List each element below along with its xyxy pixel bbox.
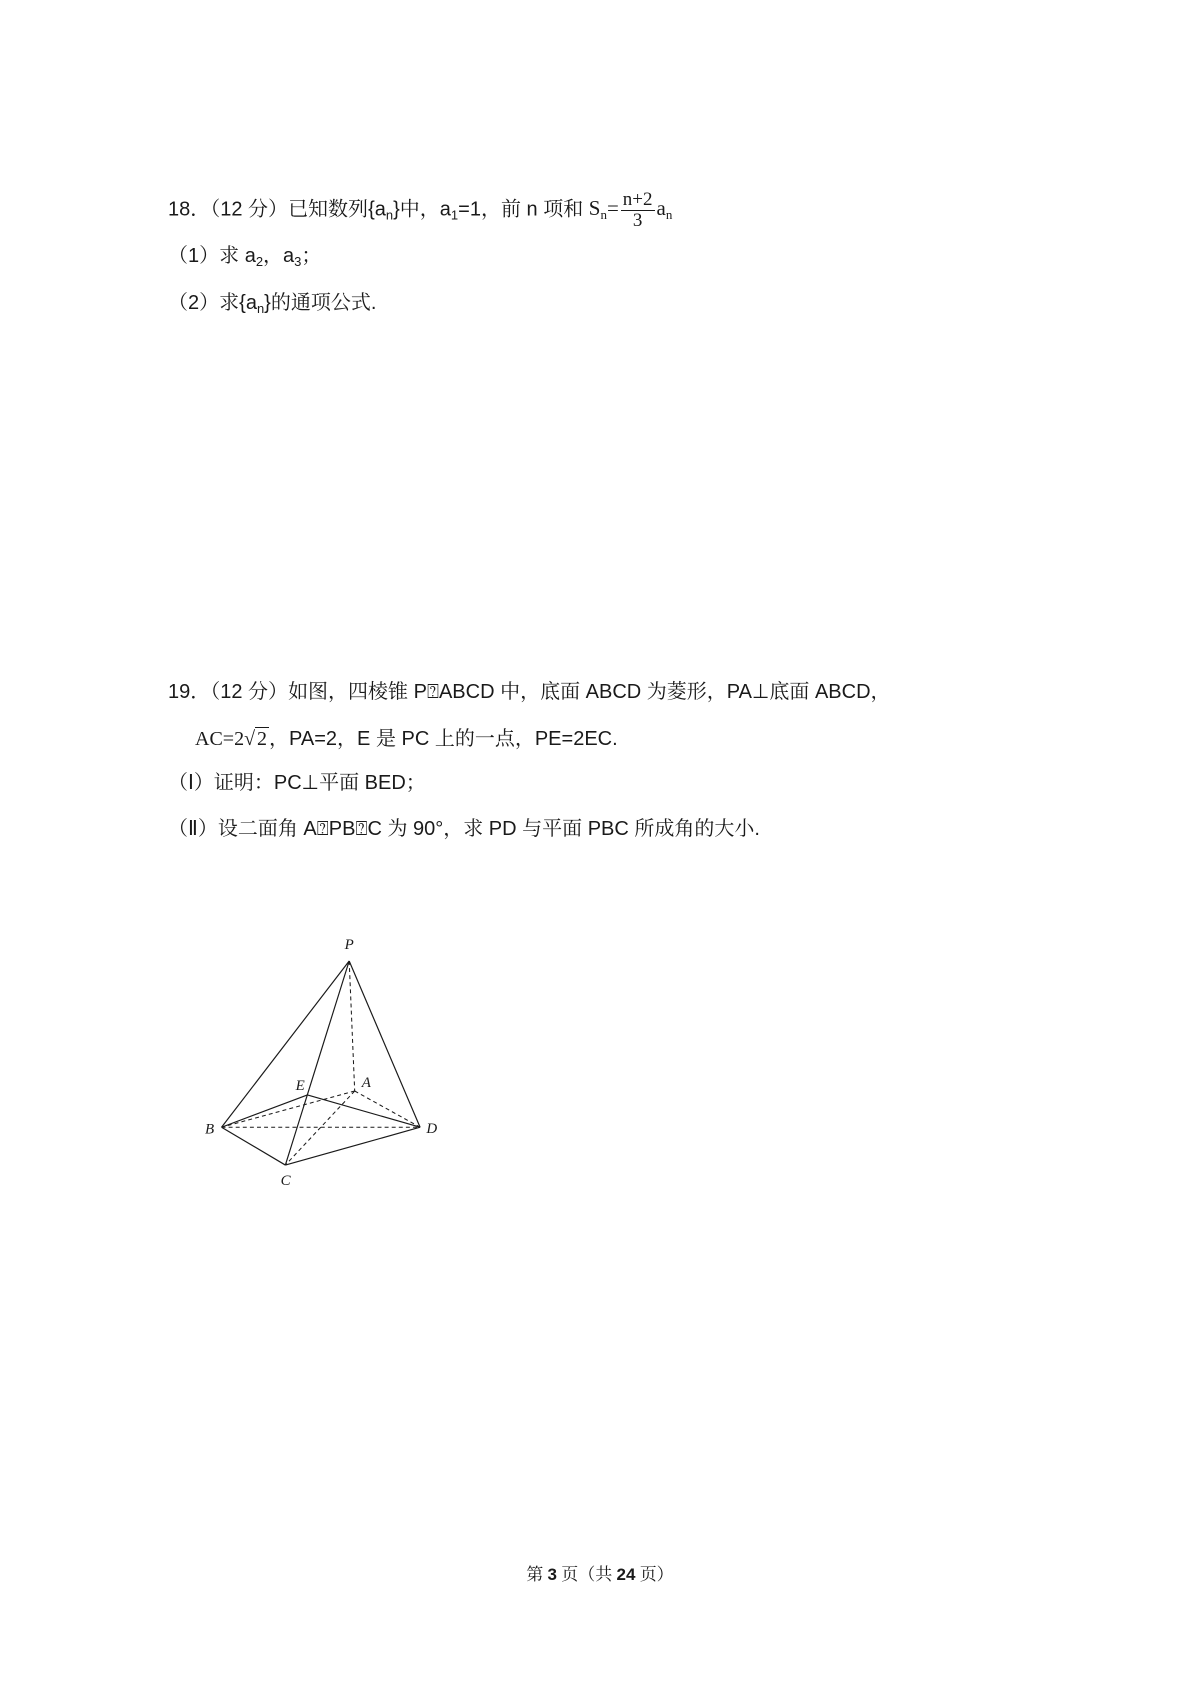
- edge-pc: [285, 961, 349, 1165]
- q18-score: （12 分）: [210, 198, 289, 221]
- label-b: B: [204, 1121, 215, 1138]
- label-p: P: [344, 937, 354, 954]
- q19-number: 19．: [168, 681, 211, 703]
- edge-bc: [222, 1127, 286, 1165]
- pyramid-figure: [175, 935, 495, 1195]
- q19-line2: AC=2√ 2 ，PA=2，E 是 PC 上的一点，PE=2EC.: [195, 728, 618, 750]
- q18-part1: （1）求 $a_2$，$a_3$；: [168, 245, 322, 269]
- page-number: 3: [547, 1565, 558, 1584]
- q19-title: 19．（12 分）如图，四棱锥 P⍰ABCD 中，底面 ABCD 为菱形，PA⊥底面 ABCD，: [168, 681, 891, 703]
- label-c: C: [280, 1172, 291, 1189]
- fraction: $\frac{n+2}{3}$: [622, 189, 653, 231]
- page-total: 24: [616, 1565, 636, 1584]
- label-e: E: [295, 1078, 305, 1095]
- q19-score: （12 分）: [210, 681, 289, 703]
- edge-ac: [285, 1091, 354, 1165]
- page-footer: 第 3 页（共 24 页）: [526, 1565, 674, 1584]
- label-a: A: [361, 1075, 371, 1092]
- edge-pd: [349, 961, 420, 1127]
- q19-part1: （Ⅰ）证明：PC⊥平面 BED；: [168, 772, 426, 794]
- sn-formula: $S_n=$ $\frac{n+2}{3}$ $a_n$: [588, 189, 673, 231]
- q18-title: 18．（12 分）已知数列$\{a_n\}$中，$a_1=1$，前 n 项和 $S_n=$ $\frac{n+2}{3}$ $a_n$: [168, 189, 673, 231]
- edge-ad: [355, 1091, 420, 1127]
- edge-cd: [285, 1127, 420, 1165]
- q18-part2: （2）求$\{a_n\}$的通项公式.: [168, 292, 377, 316]
- label-d: D: [426, 1120, 438, 1137]
- q18-number: 18．: [168, 198, 211, 221]
- edge-pa: [349, 961, 355, 1091]
- q19-part2: （Ⅱ）设二面角 A⍰PB⍰C 为 90°，求 PD 与平面 PBC 所成角的大小.: [168, 818, 760, 840]
- sqrt-2: √ 2: [244, 728, 268, 750]
- edge-pb: [222, 961, 350, 1127]
- edge-ab: [222, 1091, 355, 1127]
